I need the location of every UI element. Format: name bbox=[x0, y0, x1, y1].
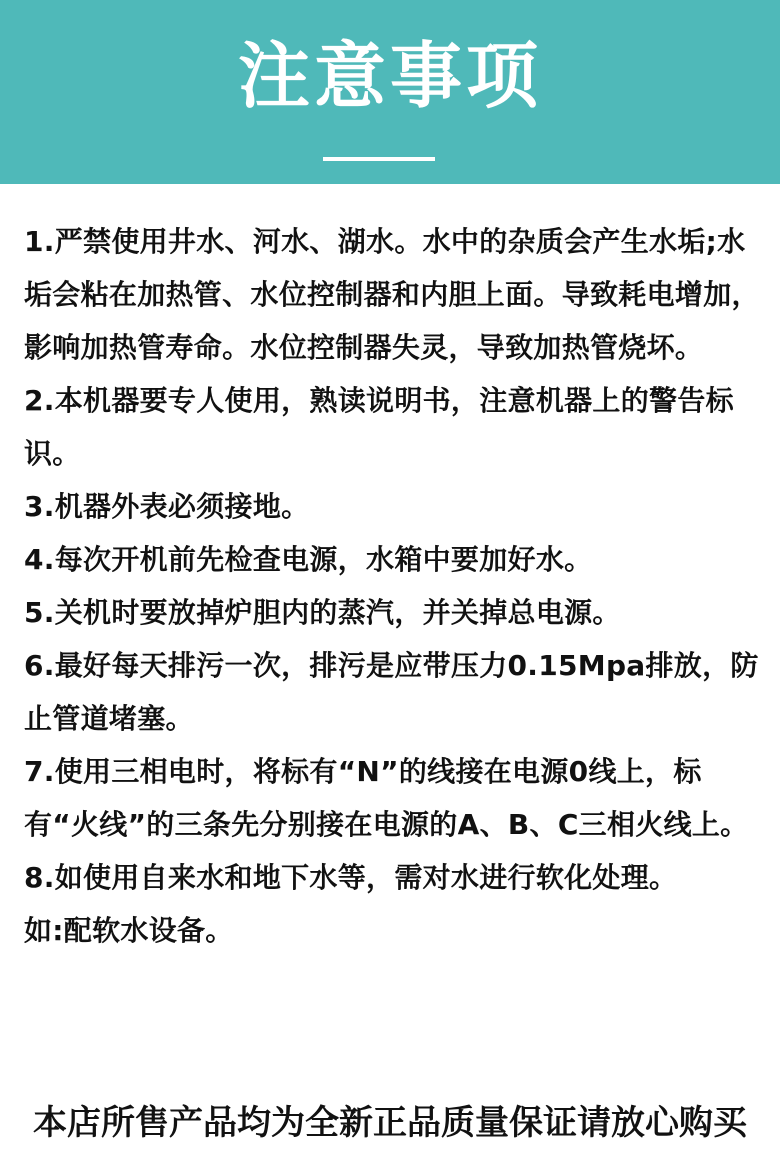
notice-item-7: 7.使用三相电时，将标有“N”的线接在电源0线上，标有“火线”的三条先分别接在电源的A、B、C三相火线上。 bbox=[24, 755, 749, 841]
notice-item-3: 3.机器外表必须接地。 bbox=[24, 490, 310, 523]
title-underline bbox=[323, 157, 435, 161]
notice-item-4: 4.每次开机前先检查电源，水箱中要加好水。 bbox=[24, 543, 593, 576]
notice-item-2: 2.本机器要专人使用，熟读说明书，注意机器上的警告标识。 bbox=[24, 384, 734, 470]
notice-item-1: 1.严禁使用井水、河水、湖水。水中的杂质会产生水垢;水垢会粘在加热管、水位控制器和内胆上面。导致耗电增加，影响加热管寿命。水位控制器失灵，导致加热管烧坏。 bbox=[24, 225, 760, 364]
notice-item-8: 8.如使用自来水和地下水等，需对水进行软化处理。 bbox=[24, 861, 678, 894]
page-title: 注意事项 bbox=[237, 34, 542, 118]
notice-item-5: 5.关机时要放掉炉胆内的蒸汽，并关掉总电源。 bbox=[24, 596, 621, 629]
footer-guarantee: 本店所售产品均为全新正品质量保证请放心购买 bbox=[33, 1103, 747, 1143]
notice-item-8-note: 如:配软水设备。 bbox=[24, 914, 234, 947]
notice-list bbox=[24, 215, 764, 957]
notice-item-6: 6.最好每天排污一次，排污是应带压力0.15Mpa排放，防止管道堵塞。 bbox=[24, 649, 759, 735]
header-banner bbox=[0, 0, 780, 184]
